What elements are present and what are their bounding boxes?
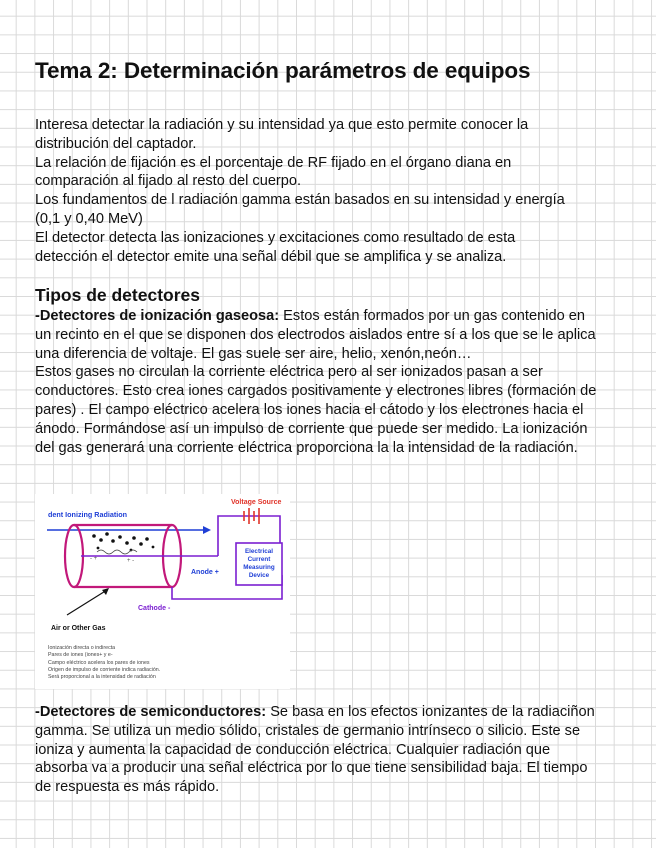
intro-paragraph: Los fundamentos de l radiación gamma están basados en su intensidad y energía (0,1 y 0,40 MeV) — [35, 192, 565, 227]
gaseous-paragraph-2: Estos gases no circulan la corriente eléctrica pero al ser ionizados pasan a ser conductores. Esto crea iones cargados positivamente y electrones libres (formación de pares) . El campo eléctrico acelera los iones hacia el cátodo y los electrones hacia el ánodo. Formándose así un impulso de corriente que puede ser medido. La ionización del gas generará una corriente eléctrica proporciona la la intensidad de la radiación. — [35, 364, 597, 456]
figure-note: Será proporcional a la intensidad de radiación — [48, 674, 156, 681]
device-label-line: Electrical — [244, 548, 274, 555]
anode-label: Anode + — [191, 569, 219, 576]
svg-text:+ -: + - — [127, 558, 135, 564]
radiation-arrowhead-icon — [203, 526, 211, 534]
ionization-track — [97, 550, 137, 554]
gaseous-detectors-section — [35, 307, 603, 457]
semiconductor-detectors-section — [35, 703, 595, 797]
intro-paragraph: La relación de fijación es el porcentaje de RF fijado en el órgano diana en comparación al fijado al resto del cuerpo. — [35, 154, 512, 190]
intro-paragraph: El detector detecta las ionizaciones y excitaciones como resultado de esta detección el detector emite una señal débil que se amplifica y se analiza. — [35, 229, 516, 265]
gaseous-paragraph — [35, 307, 603, 363]
cathode-label: Cathode - — [138, 605, 171, 612]
device-label-line: Measuring — [243, 564, 275, 571]
semiconductor-text: Se basa en los efectos ionizantes de la radiaciñon gamma. Se utiliza un medio sólido, cristales de germanio intrínseco o silicio. Este se ioniza y aumenta la capacidad de conducción eléctrica. Cualquier radiación que absorba va a producir una señal eléctrica por lo que tiene sensibilidad baja. El tiempo de respuesta es más rápido. — [35, 704, 595, 796]
gas-label: Air or Other Gas — [51, 625, 106, 632]
section-title: Tipos de detectores — [35, 285, 201, 305]
svg-text:- +: - + — [90, 556, 98, 562]
semiconductor-lead: -Detectores de semiconductores: — [35, 704, 267, 720]
gas-pointer-arrow-icon — [67, 590, 107, 615]
ionization-chamber-diagram — [35, 494, 290, 644]
radiation-label: dent Ionizing Radiation — [48, 510, 128, 519]
figure-notes — [48, 645, 160, 681]
intro-section — [35, 116, 580, 266]
figure-note: Campo eléctrico acelera los pares de iones — [48, 659, 150, 666]
figure-note: Ionización directa o indirecta — [48, 645, 116, 651]
semiconductor-paragraph — [35, 703, 595, 797]
gaseous-text: Estos están formados por un gas contenido en un recinto en el que se disponen dos electrodos aislados entre sí a los que se le aplica una diferencia de voltaje. El gas suele ser aire, helio, xenón,neón… — [35, 308, 596, 362]
intro-paragraph: Interesa detectar la radiación y su intensidad ya que esto permite conocer la distribución del captador. — [35, 117, 529, 152]
gaseous-lead: -Detectores de ionización gaseosa: — [35, 308, 280, 324]
device-label-line: Current — [247, 556, 271, 563]
figure-note: Origen de impulso de corriente indica radiación. — [48, 666, 161, 673]
device-label-line: Device — [248, 572, 270, 579]
page-title: Tema 2: Determinación parámetros de equipos — [35, 58, 531, 83]
voltage-source-label: Voltage Source — [231, 499, 282, 506]
ionization-chamber-figure — [35, 494, 290, 689]
ion-pairs — [92, 532, 154, 551]
figure-note: Pares de iones (iones+ y e- — [48, 652, 113, 659]
tube-left-end — [65, 525, 83, 587]
